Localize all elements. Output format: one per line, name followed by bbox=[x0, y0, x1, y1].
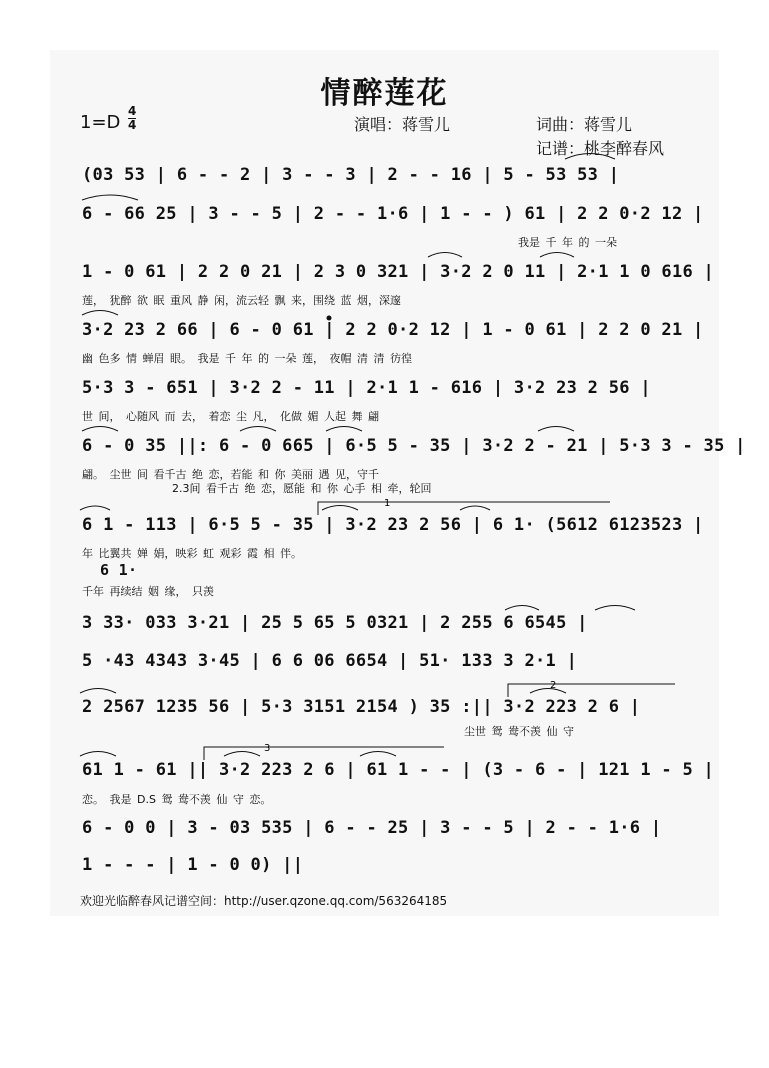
score-line-6-lyrics: 翩。 尘世 间 看千古 绝 恋，若能 和 你 美丽 遇 见，守千 bbox=[82, 468, 379, 481]
score-sheet bbox=[50, 50, 746, 916]
score-line-3-notes: 1 - 0 61 | 2 2 0 21 | 2 3 0 321 | 3·2 2 0 11 | 2·1 1 0 616 | bbox=[82, 262, 715, 282]
slur-mark bbox=[80, 752, 116, 757]
score-line-11-lyrics: 恋。 我是 D.S 鸳 鸯不羡 仙 守 恋。 bbox=[82, 793, 272, 806]
volta-number-3: 3 bbox=[264, 743, 271, 754]
slur-mark bbox=[80, 689, 116, 694]
score-line-8-notes: 3 33· 033 3·21 | 25 5 65 5 0321 | 2 255 6 6545 | bbox=[82, 613, 588, 633]
score-line-13-notes: 1 - - - | 1 - 0 0) || bbox=[82, 855, 304, 875]
score-line-9-notes: 5 ·43 4343 3·45 | 6 6 06 6654 | 51· 133 3 2·1 | bbox=[82, 651, 578, 671]
song-title: 情醉莲花 bbox=[320, 76, 449, 111]
slur-mark bbox=[530, 689, 566, 694]
slur-mark bbox=[505, 606, 539, 611]
score-line-2-notes: 6 - 66 25 | 3 - - 5 | 2 - - 1·6 | 1 - - ) 61 | 2 2 0·2 12 | bbox=[82, 204, 704, 224]
meter-bottom: 4 bbox=[128, 118, 137, 132]
score-line-7-notes: 6 1 - 113 | 6·5 5 - 35 | 3·2 23 2 56 | 6 1· (5612 6123523 | bbox=[82, 515, 704, 535]
score-line-1-notes: (03 53 | 6 - - 2 | 3 - - 3 | 2 - - 16 | 5 - 53 53 | bbox=[82, 165, 620, 185]
score-line-12-notes: 6 - 0 0 | 3 - 03 535 | 6 - - 25 | 3 - - 5 | 2 - - 1·6 | bbox=[82, 818, 662, 838]
slur-mark bbox=[80, 506, 110, 510]
score-line-6-lyrics-verse2: 2.3间 看千古 绝 恋，愿能 和 你 心手 相 牵，轮回 bbox=[172, 482, 432, 495]
score-line-7-alt-notes: 6 1· bbox=[100, 561, 138, 579]
slur-mark bbox=[240, 427, 276, 432]
time-signature bbox=[128, 106, 136, 131]
score-line-7-alt-lyrics: 千年 再续结 姻 缘， 只羡 bbox=[82, 585, 214, 598]
volta-bracket-3 bbox=[204, 747, 444, 760]
slur-mark bbox=[460, 506, 490, 510]
composer-credit: 词曲：蒋雪儿 bbox=[536, 115, 633, 134]
volta-bracket-2 bbox=[508, 684, 675, 697]
score-line-11-notes: 61 1 - 61 || 3·2 223 2 6 | 61 1 - - | (3 - 6 - | 121 1 - 5 | bbox=[82, 760, 715, 780]
slur-mark bbox=[428, 253, 462, 258]
slur-mark bbox=[82, 195, 138, 200]
slur-mark bbox=[595, 606, 635, 611]
transcriber-credit: 记谱：桃李醉春风 bbox=[536, 139, 665, 158]
score-line-5-notes: 5·3 3 - 651 | 3·2 2 - 11 | 2·1 1 - 616 | 3·2 23 2 56 | bbox=[82, 378, 651, 398]
meter-top: 4 bbox=[128, 104, 137, 118]
footer-link-text: 欢迎光临醉春风记谱空间：http://user.qzone.qq.com/563264185 bbox=[80, 894, 448, 908]
volta-number-1: 1 bbox=[384, 498, 391, 509]
slur-mark bbox=[82, 311, 118, 316]
score-line-4-notes: 3·2 23 2 66 | 6 - 0 61 | 2 2 0·2 12 | 1 - 0 61 | 2 2 0 21 | bbox=[82, 320, 704, 340]
score-line-6-notes: 6 - 0 35 ||: 6 - 0 665 | 6·5 5 - 35 | 3·2 2 - 21 | 5·3 3 - 35 | bbox=[82, 436, 746, 456]
slur-mark bbox=[326, 427, 362, 432]
volta-number-2: 2 bbox=[550, 680, 557, 691]
score-line-4-lyrics: 幽 色多 情 蝉眉 眼。 我是 千 年 的 一朵 莲， 夜帽 清 清 彷徨 bbox=[82, 352, 412, 365]
slur-mark bbox=[322, 506, 358, 511]
score-line-10-notes: 2 2567 1235 56 | 5·3 3151 2154 ) 35 :|| 3·2 223 2 6 | bbox=[82, 697, 641, 717]
score-line-2-lyrics: 我是 千 年 的 一朵 bbox=[518, 236, 617, 249]
score-line-3-lyrics: 莲， 犹醉 欲 眠 重风 静 闲，流云轻 飘 来，围绕 蓝 烟，深邃 bbox=[82, 294, 401, 307]
singer-credit: 演唱：蒋雪儿 bbox=[354, 115, 451, 134]
slur-mark bbox=[82, 427, 118, 432]
slur-mark bbox=[224, 752, 260, 757]
score-line-7-lyrics: 年 比翼共 婵 娟，映彩 虹 观彩 霞 相 伴。 bbox=[82, 547, 302, 560]
slur-mark bbox=[540, 253, 574, 258]
slur-mark bbox=[360, 752, 396, 757]
score-line-5-lyrics: 世 间， 心随风 而 去， 着恋 尘 凡， 化做 媚 人起 舞 翩 bbox=[82, 410, 379, 423]
volta-bracket-1 bbox=[318, 502, 610, 515]
slur-mark bbox=[538, 427, 574, 432]
score-line-10-lyrics: 尘世 鸳 鸯不羡 仙 守 bbox=[464, 725, 574, 738]
key-signature: 1=D bbox=[80, 112, 121, 133]
